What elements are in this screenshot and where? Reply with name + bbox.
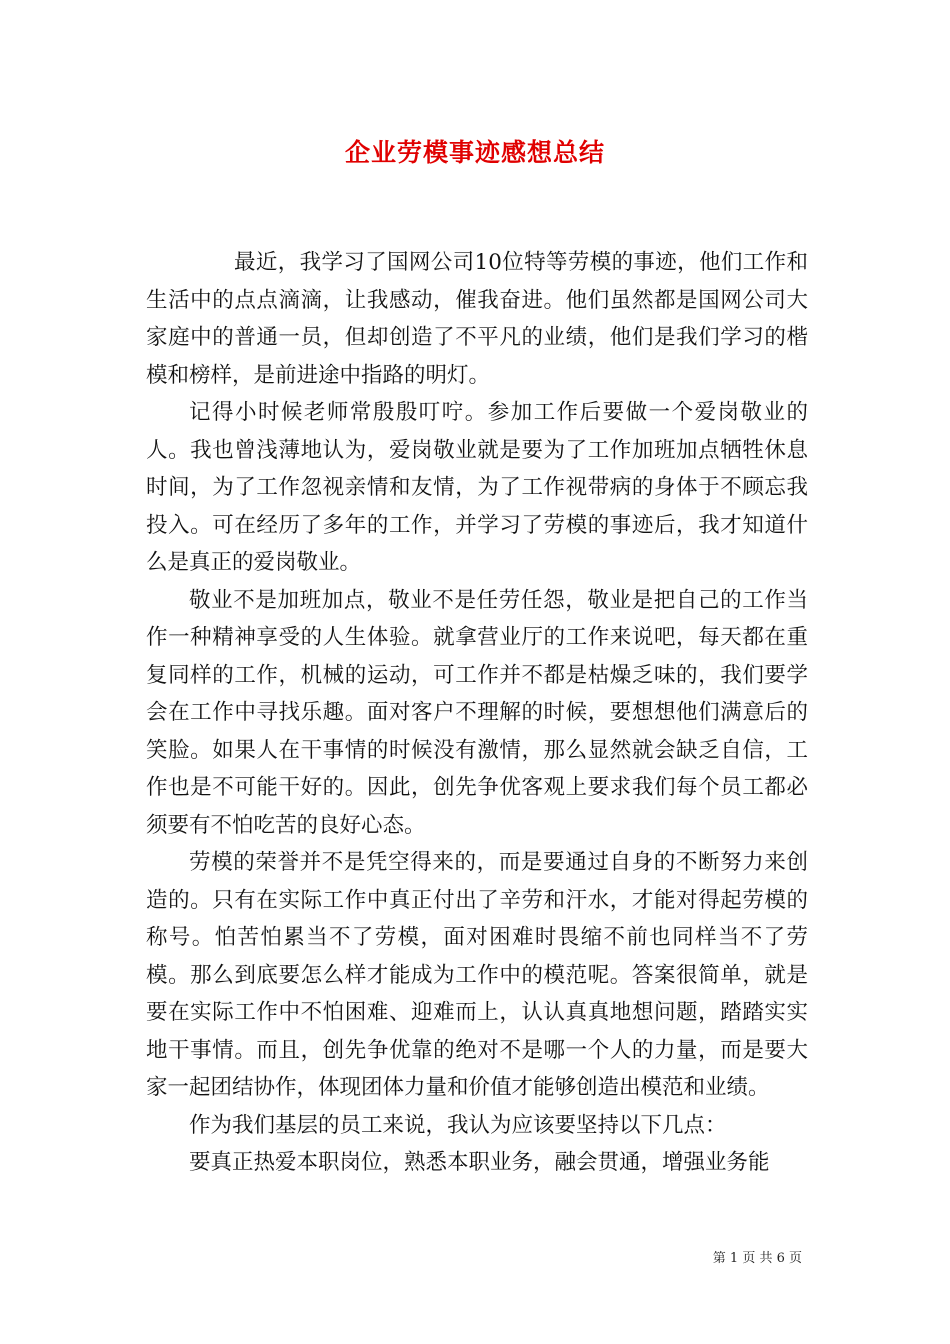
paragraph-1: 最近，我学习了国网公司10位特等劳模的事迹，他们工作和生活中的点点滴滴，让我感动，催我奋进。他们虽然都是国网公司大家庭中的普通一员，但却创造了不平凡的业绩，他们是我们学习的楷模和榜样，是前进途中指路的明灯。 (146, 250, 808, 388)
document-title: 企业劳模事迹感想总结 (344, 138, 605, 167)
paragraph-5: 作为我们基层的员工来说，我认为应该要坚持以下几点： (189, 1112, 727, 1138)
paragraph-3: 敬业不是加班加点，敬业不是任劳任怨，敬业是把自己的工作当作一种精神享受的人生体验。就拿营业厅的工作来说吧，每天都在重复同样的工作，机械的运动，可工作并不都是枯燥乏味的，我们要学会在工作中寻找乐趣。面对客户不理解的时候，要想想他们满意后的笑脸。如果人在干事情的时候没有激情，那么显然就会缺乏自信，工作也是不可能干好的。因此，创先争优客观上要求我们每个员工都必须要有不怕吃苦的良好心态。 (146, 587, 808, 838)
paragraph-2: 记得小时候老师常殷殷叮咛。参加工作后要做一个爱岗敬业的人。我也曾浅薄地认为，爱岗敬业就是要为了工作加班加点牺牲休息时间，为了工作忽视亲情和友情，为了工作视带病的身体于不顾忘我投入。可在经历了多年的工作，并学习了劳模的事迹后，我才知道什么是真正的爱岗敬业。 (146, 400, 808, 575)
document-body (146, 244, 808, 1182)
paragraph-6: 要真正热爱本职岗位，熟悉本职业务，融会贯通，增强业务能 (189, 1150, 770, 1175)
paragraph-4: 劳模的荣誉并不是凭空得来的，而是要通过自身的不断努力来创造的。只有在实际工作中真正付出了辛劳和汗水，才能对得起劳模的称号。怕苦怕累当不了劳模，面对困难时畏缩不前也同样当不了劳模。那么到底要怎么样才能成为工作中的模范呢。答案很简单，就是要在实际工作中不怕困难、迎难而上，认认真真地想问题，踏踏实实地干事情。而且，创先争优靠的绝对不是哪一个人的力量，而是要大家一起团结协作，体现团体力量和价值才能够创造出模范和业绩。 (146, 850, 808, 1100)
page-number-footer: 第 1 页 共 6 页 (712, 1251, 802, 1266)
